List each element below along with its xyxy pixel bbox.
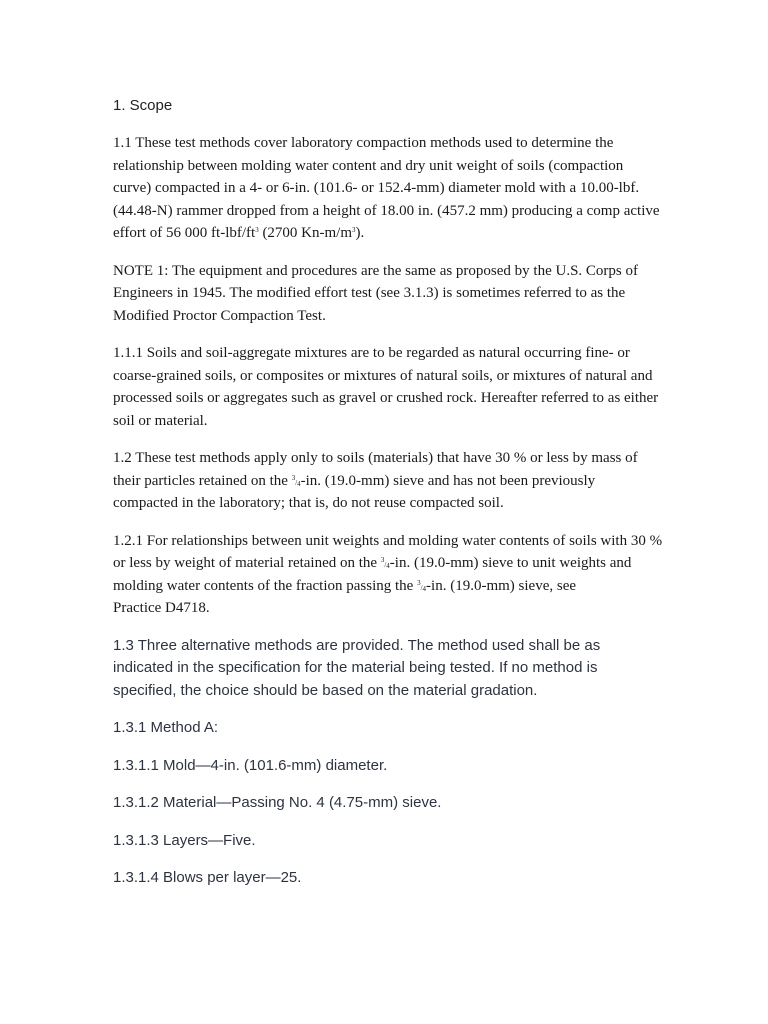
paragraph-1-1-1: 1.1.1 Soils and soil-aggregate mixtures are to be regarded as natural occurring fine- or coarse-grained soils, or composites or mixtures of natural soils, or mixtures of natural and processed soils or aggregates such as gravel or crushed rock. Hereafter referred to as either soil or material. — [113, 345, 659, 429]
paragraph-1-2-1-period: . — [205, 600, 210, 616]
section-heading: 1. Scope — [113, 97, 173, 114]
practice-d4718-link[interactable]: Practice D4718 — [113, 600, 206, 616]
note-1: NOTE 1: The equipment and procedures are the same as proposed by the U.S. Corps of Engineers in 1945. The modified effort test (see 3.1.3) is sometimes referred to as the Modified Proctor Compaction Test. — [113, 262, 639, 324]
paragraph-1-3-1-1: 1.3.1.1 Mold—4-in. (101.6-mm) diameter. — [113, 756, 388, 774]
fraction-three-quarters: 3/4 — [380, 556, 390, 570]
paragraph-1-2-1-text-middle: -in. (19.0-mm) sieve to unit weights and molding water contents of the fraction passing the — [113, 555, 632, 594]
paragraph-1-2-1-text: 1.2.1 For relationships between unit weights and molding water contents of soils with 30 % or less by weight of material retained on the — [113, 532, 663, 571]
paragraph-1-3-1-2: 1.3.1.2 Material—Passing No. 4 (4.75-mm) sieve. — [113, 794, 442, 811]
paragraph-1-1-text-end: ). — [355, 225, 365, 241]
paragraph-1-3-1: 1.3.1 Method A: — [113, 719, 219, 736]
paragraph-1-3-1-4: 1.3.1.4 Blows per layer—25. — [113, 869, 302, 886]
superscript-3: 3 — [255, 226, 259, 234]
fraction-three-quarters: 3/4 — [417, 578, 427, 593]
paragraph-1-1-text-middle: (2700 Kn-m/m — [258, 225, 353, 241]
paragraph-1-2-1-text-end: -in. (19.0-mm) sieve, see — [426, 577, 577, 594]
document-body — [113, 96, 663, 905]
paragraph-1-2 — [113, 447, 663, 515]
paragraph-1-3-1-3: 1.3.1.3 Layers—Five. — [113, 831, 256, 849]
paragraph-1-2-text-end: -in. (19.0-mm) sieve and has not been previously compacted in the laboratory; that is, do not reuse compacted soil. — [113, 472, 596, 511]
paragraph-1-1 — [113, 132, 663, 245]
fraction-three-quarters: 3/4 — [291, 473, 301, 488]
paragraph-1-1-text: 1.1 These test methods cover laboratory compaction methods used to determine the relationship between molding water content and dry unit weight of soils (compaction curve) compacted in a 4- or 6-in. (101.6- or 152.4-mm) diameter mold with a 10.00-lbf. (44.48-N) rammer dropped from a height of 18.00 in. (457.2 mm) producing a comp active effort of 56 000 ft-lbf/ft — [113, 135, 660, 241]
superscript-3: 3 — [352, 226, 356, 234]
paragraph-1-2-text: 1.2 These test methods apply only to soils (materials) that have 30 % or less by mass of their particles retained on the — [113, 450, 638, 489]
paragraph-1-3: 1.3 Three alternative methods are provided. The method used shall be as indicated in the specification for the material being tested. If no method is specified, the choice should be based on the material gradation. — [113, 636, 601, 699]
paragraph-1-2-1 — [113, 530, 663, 620]
